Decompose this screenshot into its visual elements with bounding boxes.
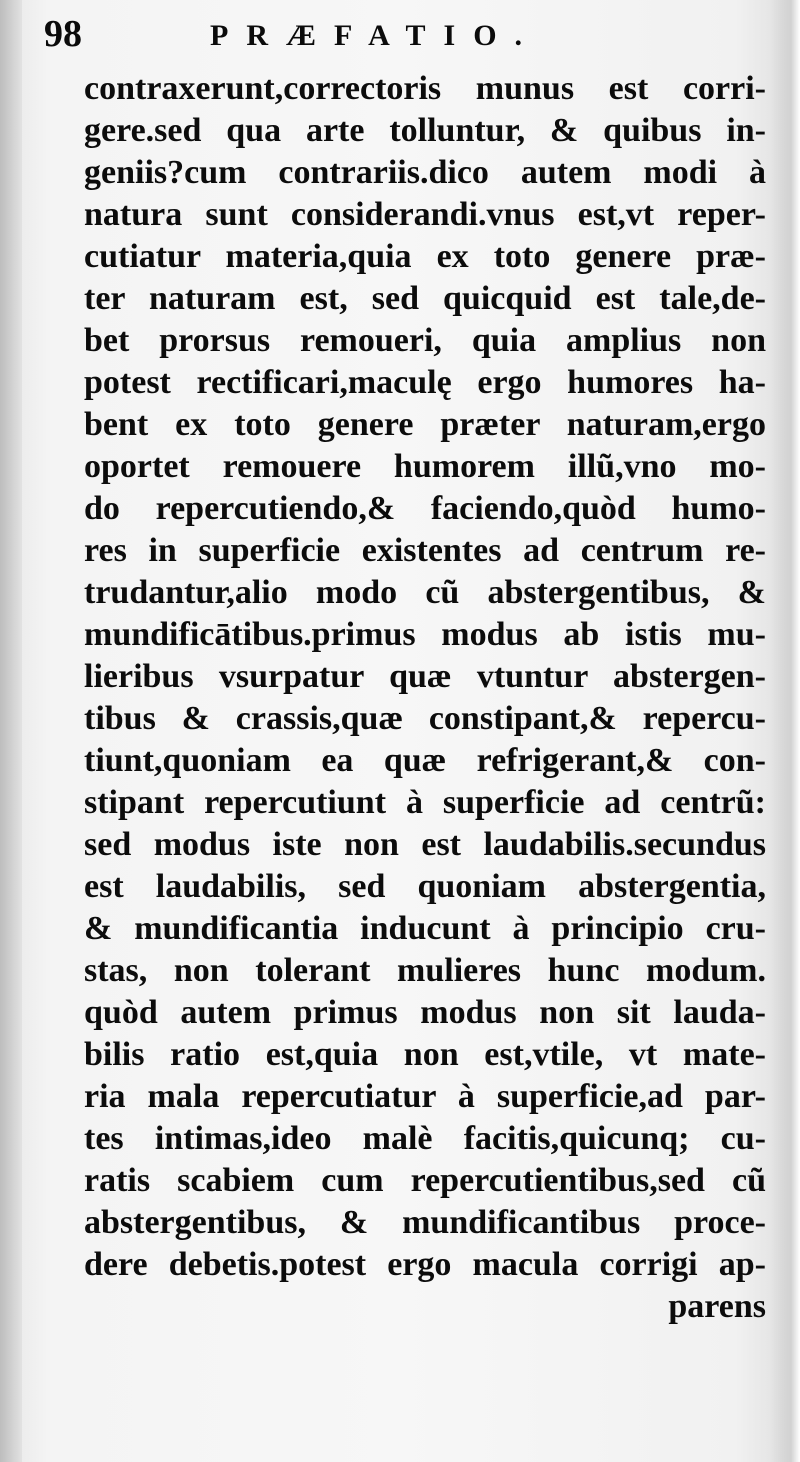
binding-shadow [0, 0, 22, 1462]
running-head [44, 12, 624, 56]
text-line: est laudabilis, sed quoniam abstergentia, [84, 868, 766, 905]
catchword: parens [668, 1288, 766, 1325]
text-line: oportet remouere humorem illũ,vno mo- [84, 448, 766, 485]
text-line: dere debetis.potest ergo macula corrigi ap- [84, 1246, 766, 1283]
text-line: mundificātibus.primus modus ab istis mu- [84, 616, 766, 653]
text-line: gere.sed qua arte tolluntur, & quibus in- [84, 112, 766, 149]
text-line: quòd autem primus modus non sit lauda- [84, 994, 766, 1031]
running-title: PRÆFATIO. [210, 19, 541, 52]
text-line: trudantur,alio modo cũ abstergentibus, & [84, 574, 766, 611]
text-line: bent ex toto genere præter naturam,ergo [84, 406, 766, 443]
text-line: bet prorsus remoueri, quia amplius non [84, 322, 766, 359]
text-line: bilis ratio est,quia non est,vtile, vt mate- [84, 1036, 766, 1073]
text-line: do repercutiendo,& faciendo,quòd humo- [84, 490, 766, 527]
text-line: ratis scabiem cum repercutientibus,sed cũ [84, 1162, 766, 1199]
text-line: & mundificantia inducunt à principio cru- [84, 910, 766, 947]
text-line: tiunt,quoniam ea quæ refrigerant,& con- [84, 742, 766, 779]
body-text [84, 68, 766, 1328]
text-line: cutiatur materia,quia ex toto genere præ- [84, 238, 766, 275]
text-line: sed modus iste non est laudabilis.secundus [84, 826, 766, 863]
text-line: potest rectificari,maculę ergo humores ha- [84, 364, 766, 401]
text-line: stipant repercutiunt à superficie ad centrũ: [84, 784, 766, 821]
text-line: natura sunt considerandi.vnus est,vt reper- [84, 196, 766, 233]
text-line: tes intimas,ideo malè facitis,quicunq; cu- [84, 1120, 766, 1157]
text-line: ter naturam est, sed quicquid est tale,de- [84, 280, 766, 317]
text-line: contraxerunt,correctoris munus est corri- [84, 70, 766, 107]
text-line: tibus & crassis,quæ constipant,& repercu- [84, 700, 766, 737]
text-line: ria mala repercutiatur à superficie,ad par- [84, 1078, 766, 1115]
page-edge [770, 0, 800, 1462]
page-number: 98 [44, 13, 82, 55]
text-line: geniis?cum contrariis.dico autem modi à [84, 154, 766, 191]
text-line: stas, non tolerant mulieres hunc modum. [84, 952, 766, 989]
text-line: lieribus vsurpatur quæ vtuntur abstergen- [84, 658, 766, 695]
text-line: res in superficie existentes ad centrum re- [84, 532, 766, 569]
text-line: abstergentibus, & mundificantibus proce- [84, 1204, 766, 1241]
